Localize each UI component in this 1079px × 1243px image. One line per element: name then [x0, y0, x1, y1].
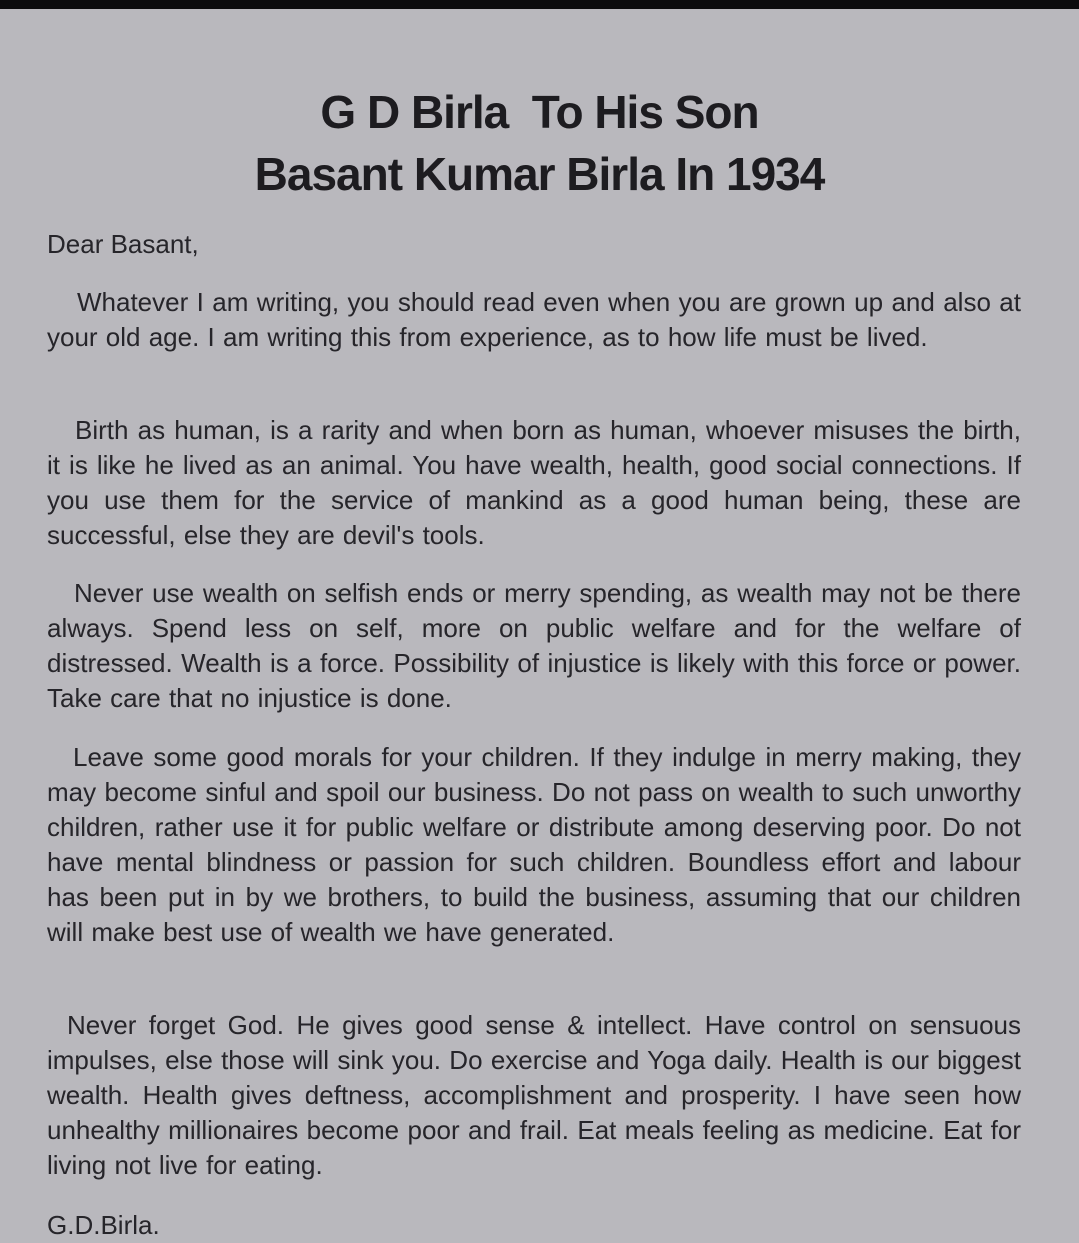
- salutation: Dear Basant,: [47, 229, 199, 259]
- title-line-2: Basant Kumar Birla In 1934: [254, 148, 825, 200]
- paragraph-2: Birth as human, is a rarity and when born as human, whoever misuses the birth, it is like he lived as an animal. You have wealth, health, good social connections. If you use them for the service of mankind as a good human being, these are successful, else they are devil's tools.: [47, 415, 1021, 550]
- paragraph-3: Never use wealth on selfish ends or merry spending, as wealth may not be there always. Spend less on self, more on public welfare and for the welfare of distressed. Wealth is a force. Possibility of injustice is likely with this force or power. Take care that no injustice is done.: [47, 578, 1021, 713]
- paragraph-4: Leave some good morals for your children. If they indulge in merry making, they may become sinful and spoil our business. Do not pass on wealth to such unworthy children, rather use it for public welfare or distribute among deserving poor. Do not have mental blindness or passion for such children. Boundless effort and labour has been put in by we brothers, to build the business, assuming that our children will make best use of wealth we have generated.: [47, 742, 1021, 947]
- paragraph-1: Whatever I am writing, you should read even when you are grown up and also at your old age. I am writing this from experience, as to how life must be lived.: [47, 287, 1021, 352]
- top-bar: [0, 0, 1079, 9]
- signature: G.D.Birla.: [47, 1210, 160, 1240]
- paragraph-5: Never forget God. He gives good sense & intellect. Have control on sensuous impulses, else those will sink you. Do exercise and Yoga daily. Health is our biggest wealth. Health gives deftness, accomplishment and prosperity. I have seen how unhealthy millionaires become poor and frail. Eat meals feeling as medicine. Eat for living not live for eating.: [47, 1010, 1021, 1180]
- letter-page: [0, 9, 1079, 1243]
- title-line-1: G D Birla To His Son: [320, 86, 759, 138]
